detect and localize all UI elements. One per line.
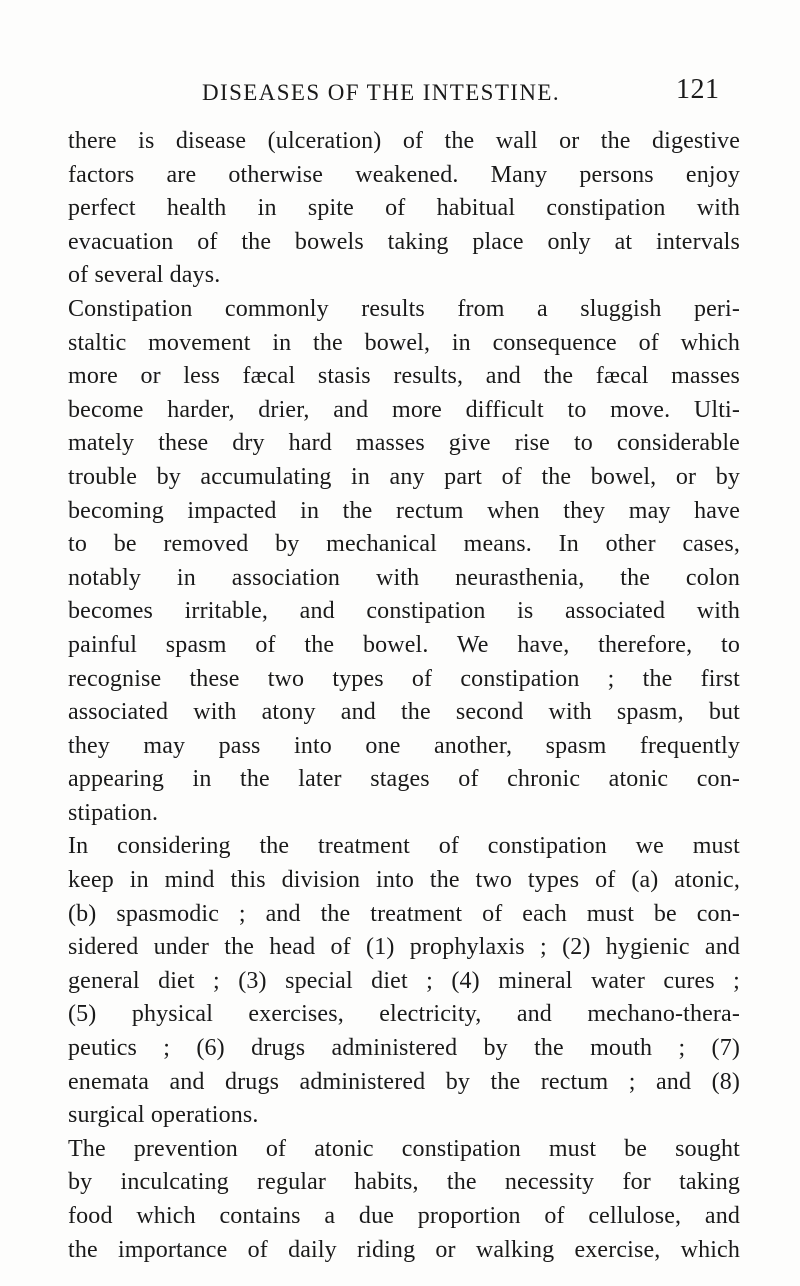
text-line: Constipation commonly results from a sluggish peri-	[68, 295, 740, 322]
text-line: keep in mind this division into the two types of (a) atonic,	[68, 867, 740, 894]
text-line: The prevention of atonic constipation must be sought	[68, 1135, 740, 1162]
text-line: peutics ; (6) drugs administered by the mouth ; (7)	[68, 1035, 740, 1062]
text-line: (b) spasmodic ; and the treatment of each must be con-	[68, 900, 740, 927]
text-line: painful spasm of the bowel. We have, therefore, to	[68, 631, 740, 658]
text-line: notably in association with neurasthenia, the colon	[68, 564, 740, 591]
text-line: surgical operations.	[68, 1102, 259, 1129]
text-line: appearing in the later stages of chronic atonic con-	[68, 766, 740, 793]
text-line: more or less fæcal stasis results, and the fæcal masses	[68, 363, 740, 390]
text-line: associated with atony and the second with spasm, but	[68, 699, 740, 726]
text-line: perfect health in spite of habitual constipation with	[68, 195, 740, 222]
text-line: stipation.	[68, 799, 159, 826]
text-line: they may pass into one another, spasm frequently	[68, 732, 740, 759]
text-line: becoming impacted in the rectum when they may have	[68, 497, 740, 524]
text-line: staltic movement in the bowel, in consequence of which	[68, 329, 740, 356]
text-line: (5) physical exercises, electricity, and mechano-thera-	[68, 1001, 740, 1028]
running-title: DISEASES OF THE INTESTINE.	[202, 80, 560, 105]
text-line: the importance of daily riding or walking exercise, which	[68, 1236, 740, 1263]
text-line: become harder, drier, and more difficult to move. Ulti-	[68, 396, 740, 423]
text-line: mately these dry hard masses give rise to considerable	[68, 430, 740, 457]
text-line: recognise these two types of constipation ; the first	[68, 665, 740, 692]
text-line: enemata and drugs administered by the rectum ; and (8)	[68, 1068, 740, 1095]
page-number: 121	[676, 74, 720, 105]
page-header	[0, 74, 800, 114]
text-line: evacuation of the bowels taking place only at intervals	[68, 228, 740, 255]
text-line: food which contains a due proportion of cellulose, and	[68, 1203, 740, 1229]
text-line: by inculcating regular habits, the necessity for taking	[68, 1169, 740, 1196]
text-line: In considering the treatment of constipation we must	[68, 833, 740, 860]
text-line: general diet ; (3) special diet ; (4) mineral water cures ;	[68, 967, 740, 994]
text-line: sidered under the head of (1) prophylaxis ; (2) hygienic and	[68, 934, 740, 961]
text-line: there is disease (ulceration) of the wall or the digestive	[68, 128, 740, 154]
text-line: trouble by accumulating in any part of the bowel, or by	[68, 463, 740, 490]
text-line: becomes irritable, and constipation is associated with	[68, 598, 740, 625]
text-line: to be removed by mechanical means. In other cases,	[68, 531, 740, 558]
body-text	[68, 125, 740, 1267]
text-line: of several days.	[68, 262, 221, 289]
text-line: factors are otherwise weakened. Many persons enjoy	[68, 161, 740, 188]
